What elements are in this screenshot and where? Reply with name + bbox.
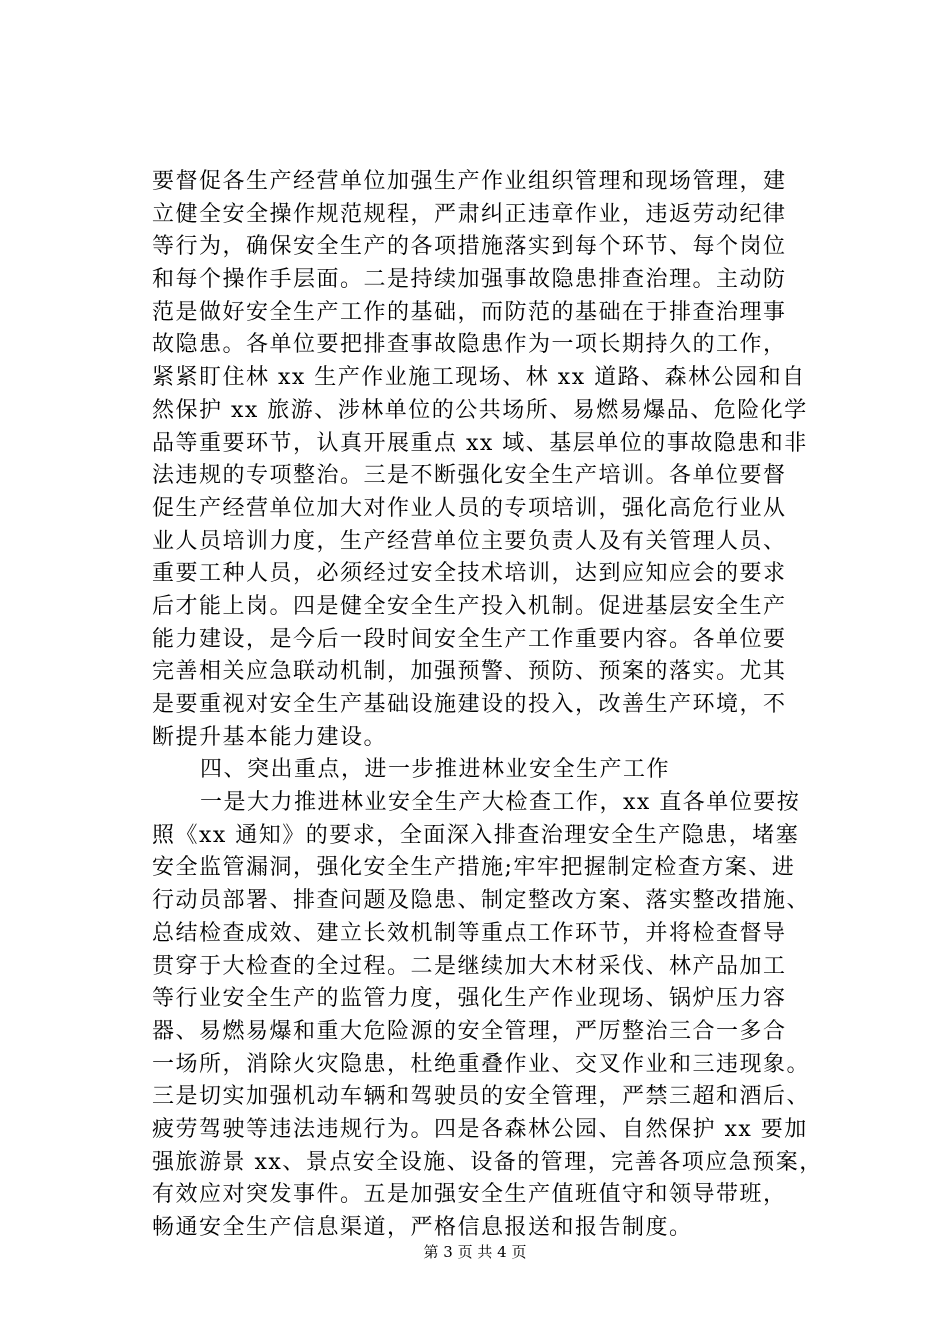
text-line: 器、易燃易爆和重大危险源的安全管理，严厉整治三合一多合	[152, 1018, 787, 1044]
text-line: 范是做好安全生产工作的基础，而防范的基础在于排查治理事	[152, 299, 787, 325]
text-line: 后才能上岗。四是健全安全生产投入机制。促进基层安全生产	[152, 593, 787, 619]
text-line: 然保护 xx 旅游、涉林单位的公共场所、易燃易爆品、危险化学	[152, 397, 808, 423]
document-body	[152, 166, 832, 1245]
text-line: 能力建设，是今后一段时间安全生产工作重要内容。各单位要	[152, 626, 787, 652]
text-line: 要督促各生产经营单位加强生产作业组织管理和现场管理，建	[152, 169, 787, 194]
text-line: 是要重视对安全生产基础设施建设的投入，改善生产环境，不	[152, 692, 787, 717]
text-line: 断提升基本能力建设。	[152, 724, 388, 750]
text-line: 安全监管漏洞，强化安全生产措施;牢牢把握制定检查方案、进	[152, 855, 796, 881]
text-line: 贯穿于大检查的全过程。二是继续加大木材采伐、林产品加工	[152, 953, 787, 979]
text-line: 法违规的专项整治。三是不断强化安全生产培训。各单位要督	[152, 463, 787, 489]
text-line: 故隐患。各单位要把排查事故隐患作为一项长期持久的工作，	[152, 332, 787, 358]
text-line: 重要工种人员，必须经过安全技术培训，达到应知应会的要求	[152, 561, 787, 587]
text-line: 促生产经营单位加大对作业人员的专项培训，强化高危行业从	[152, 495, 787, 521]
text-line: 等行为，确保安全生产的各项措施落实到每个环节、每个岗位	[152, 234, 787, 260]
text-line: 品等重要环节，认真开展重点 xx 域、基层单位的事故隐患和非	[152, 430, 808, 456]
text-line: 总结检查成效、建立长效机制等重点工作环节，并将检查督导	[152, 920, 787, 946]
text-line: 紧紧盯住林 xx 生产作业施工现场、林 xx 道路、森林公园和自	[152, 365, 806, 391]
text-line: 一是大力推进林业安全生产大检查工作，xx 直各单位要按	[200, 790, 801, 816]
text-line: 行动员部署、排查问题及隐患、制定整改方案、落实整改措施、	[152, 888, 811, 914]
text-line: 和每个操作手层面。二是持续加强事故隐患排查治理。主动防	[152, 267, 787, 293]
text-line: 等行业安全生产的监管力度，强化生产作业现场、锅炉压力容	[152, 986, 787, 1012]
text-line: 立健全安全操作规范规程，严肃纠正违章作业，违返劳动纪律	[152, 201, 787, 227]
text-line: 强旅游景 xx、景点安全设施、设备的管理，完善各项应急预案，	[152, 1149, 823, 1175]
section-heading: 四、突出重点，进一步推进林业安全生产工作	[200, 757, 671, 783]
page-footer	[0, 1242, 950, 1262]
page-number: 第 3 页 共 4 页	[423, 1243, 527, 1261]
text-line: 业人员培训力度，生产经营单位主要负责人及有关管理人员、	[152, 528, 787, 554]
text-line: 一场所，消除火灾隐患，杜绝重叠作业、交叉作业和三违现象。	[152, 1051, 811, 1077]
text-line: 完善相关应急联动机制，加强预警、预防、预案的落实。尤其	[152, 659, 787, 685]
text-line: 照《xx 通知》的要求，全面深入排查治理安全生产隐患，堵塞	[152, 822, 800, 848]
text-line: 疲劳驾驶等违法违规行为。四是各森林公园、自然保护 xx 要加	[152, 1116, 808, 1142]
text-line: 有效应对突发事件。五是加强安全生产值班值守和领导带班，	[152, 1182, 787, 1208]
text-line: 畅通安全生产信息渠道，严格信息报送和报告制度。	[152, 1215, 693, 1240]
text-line: 三是切实加强机动车辆和驾驶员的安全管理，严禁三超和酒后、	[152, 1084, 811, 1110]
